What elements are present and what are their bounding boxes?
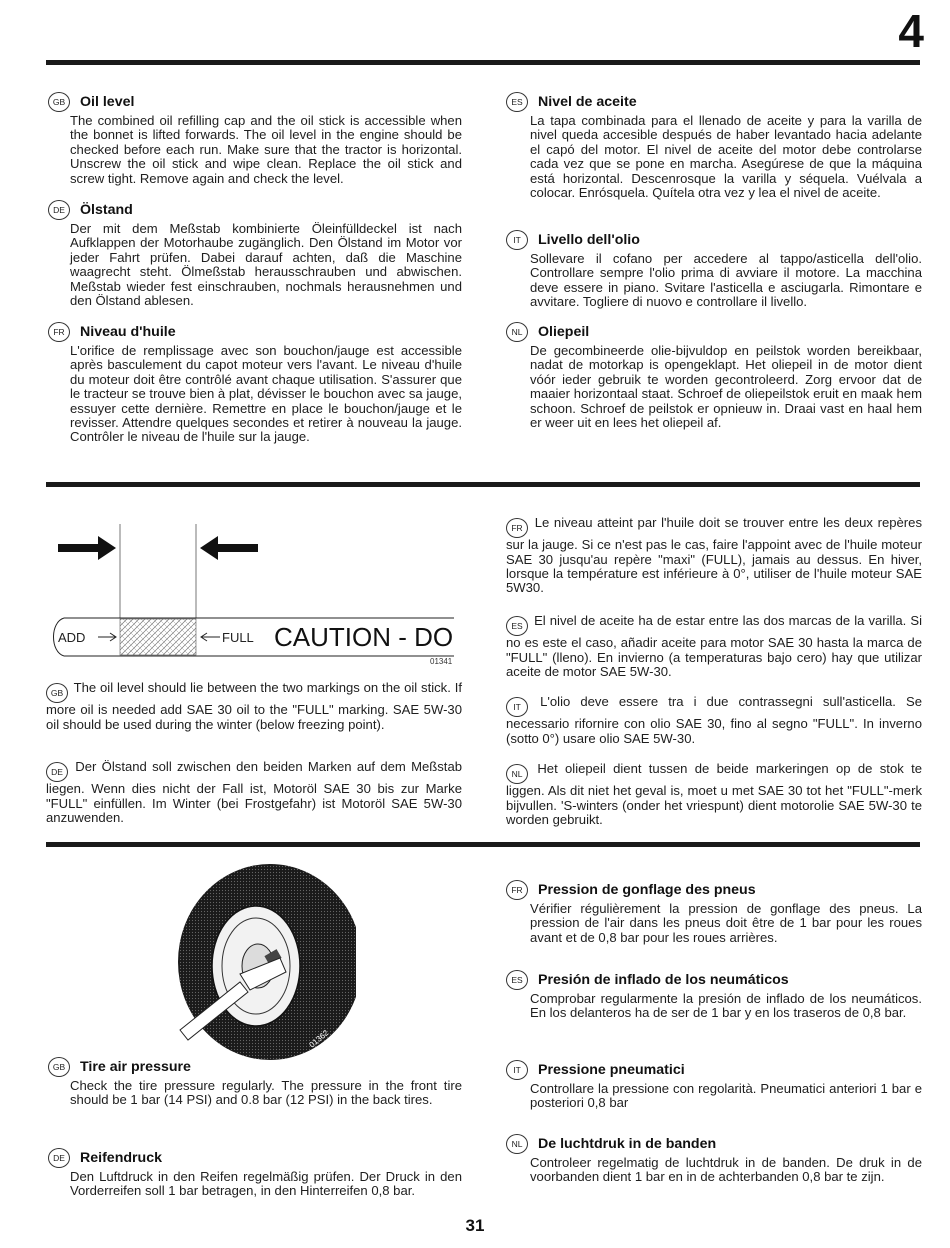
language-badge-it: IT xyxy=(506,230,528,250)
section-rule xyxy=(46,842,920,847)
section-rule xyxy=(46,482,920,487)
section-title: De luchtdruk in de banden xyxy=(538,1136,717,1152)
tire-fr xyxy=(506,880,922,945)
full-label: FULL xyxy=(222,630,254,645)
section-body: Sollevare il cofano per accedere al tappo/asticella dell'olio. Controllare sempre l'olio prima di avviare il motore. La macchina deve essere in piano. Svitare l'asticella e asciugarla. Rimontare e avvitare. Togliere di nuovo e controllare il livello. xyxy=(530,251,922,310)
section-title: Tire air pressure xyxy=(80,1059,191,1075)
marking-fr xyxy=(506,516,922,596)
language-badge-gb: GB xyxy=(48,1057,70,1077)
language-badge-gb: GB xyxy=(46,683,68,703)
section-body: Controleer regelmatig de luchtdruk in de banden. De druk in de voorbanden dient 1 bar en in de achterbanden 0,8 bar te zijn. xyxy=(530,1155,922,1185)
section-title: Ölstand xyxy=(80,202,133,218)
arrow-right-icon xyxy=(58,536,116,560)
figure-code: 01341 xyxy=(430,657,453,666)
header-rule xyxy=(46,60,920,65)
marking-text: The oil level should lie between the two markings on the oil stick. If more oil is needed add SAE 30 oil to the "FULL" marking. SAE 5W-30 oil should be used during the winter (below freezing point). xyxy=(46,680,462,732)
full-arrow-icon xyxy=(201,633,220,641)
section-body: Check the tire pressure regularly. The pressure in the front tire should be 1 bar (14 PSI) and 0.8 bar (12 PSI) in the back tires. xyxy=(70,1078,462,1108)
section-title: Oliepeil xyxy=(538,324,590,340)
tire-nl xyxy=(506,1134,922,1185)
language-badge-fr: FR xyxy=(48,322,70,342)
tire-it xyxy=(506,1060,922,1111)
marking-es xyxy=(506,614,922,679)
marking-nl xyxy=(506,762,922,827)
marking-text: Het oliepeil dient tussen de beide markeringen op de stok te liggen. Als dit niet het geval is, moet u met SAE 30 tot het "FULL"-merk bijvullen. 'S-winters (onder het vriespunt) dient motorolie SAE 5W-30 te worden gebruikt. xyxy=(506,761,923,828)
language-badge-es: ES xyxy=(506,616,528,636)
caution-label: CAUTION - DO xyxy=(274,622,454,652)
language-badge-de: DE xyxy=(48,200,70,220)
language-badge-nl: NL xyxy=(506,1134,528,1154)
section-body: Comprobar regularmente la presión de inflado de los neumáticos. En los delanteros ha de ser de 1 bar y en los traseros de 0,8 bar. xyxy=(530,991,922,1021)
safe-zone-hatch xyxy=(120,619,196,655)
language-badge-es: ES xyxy=(506,92,528,112)
marking-text: El nivel de aceite ha de estar entre las dos marcas de la varilla. Si no es este el caso, añadir aceite para motor SAE 30 hasta la marca de "FULL" (lleno). En invierno (a temperaturas bajo cero) hay que utilizar aceite de motor SAE 5W-30. xyxy=(506,613,922,680)
marking-de xyxy=(46,760,462,825)
add-label: ADD xyxy=(58,630,86,645)
language-badge-it: IT xyxy=(506,697,528,717)
add-arrow-icon xyxy=(98,633,116,641)
oil-level-es xyxy=(506,92,922,200)
marking-it xyxy=(506,695,922,746)
marking-text: L'olio deve essere tra i due contrassegni sull'asticella. Se necessario rifornire con olio SAE 30, fino al segno "FULL". In inverno (sotto 0°) usare olio SAE 5W-30. xyxy=(506,694,923,746)
oil-level-fr xyxy=(48,322,462,445)
section-body: Den Luftdruck in den Reifen regelmäßig prüfen. Der Druck in den Vorderreifen soll 1 bar betragen, in den Hinterreifen 0,8 bar. xyxy=(70,1169,462,1199)
section-title: Oil level xyxy=(80,94,135,110)
section-body: Controllare la pressione con regolarità. Pneumatici anteriori 1 bar e posteriori 0,8 bar xyxy=(530,1081,922,1111)
section-body: De gecombineerde olie-bijvuldop en peilstok worden bereikbaar, nadat de motorkap is opengeklapt. Het oliepeil in de motor dient vóór ieder gebruik te worden gecontroleerd. Zorg ervoor dat de maaier horizontaal staat. Schroef de oliepeilstok eruit en maak hem schoon. Schroef de peilstok er opnieuw in. Draai vast en haal hem er weer uit en lees het oliepeil af. xyxy=(530,343,922,431)
section-body: The combined oil refilling cap and the oil stick is accessible when the bonnet is lifted forwards. The oil level in the engine should be checked before each run. Make sure that the tractor is horizontal. Unscrew the oil stick and wipe clean. Replace the oil stick and screw tight. Remove again and check the level. xyxy=(70,113,462,186)
marking-text: Le niveau atteint par l'huile doit se trouver entre les deux repères sur la jauge. Si ce n'est pas le cas, faire l'appoint avec de l'huile moteur SAE 30 jusqu'au repère "maxi" (FULL), jamais au dessus. En hiver, lorsque la température est inférieure à 0°, utiliser de l'huile moteur SAE 5W30. xyxy=(506,515,922,596)
language-badge-es: ES xyxy=(506,970,528,990)
section-body: La tapa combinada para el llenado de aceite y para la varilla de nivel queda accesible después de haber levantado hacia adelante el capó del motor. El nivel de aceite del motor debe controlarse cada vez que se pone en marcha. Asegúrese de que la máquina está horizontal. Descenrosque la varilla y séquela. Vuélvala a colocar. Enrósquela. Quítela otra vez y lea el nivel de aceite. xyxy=(530,113,922,201)
language-badge-de: DE xyxy=(48,1148,70,1168)
section-title: Niveau d'huile xyxy=(80,324,176,340)
oil-level-de xyxy=(48,200,462,308)
language-badge-fr: FR xyxy=(506,518,528,538)
oil-level-nl xyxy=(506,322,922,430)
oil-level-gb xyxy=(48,92,462,186)
section-title: Reifendruck xyxy=(80,1150,162,1166)
figure-code: 01362 xyxy=(307,1028,331,1050)
dipstick-illustration xyxy=(44,522,464,672)
tire-es xyxy=(506,970,922,1021)
section-title: Presión de inflado de los neumáticos xyxy=(538,972,789,988)
section-title: Pressione pneumatici xyxy=(538,1062,685,1078)
language-badge-gb: GB xyxy=(48,92,70,112)
language-badge-nl: NL xyxy=(506,764,528,784)
section-body: Der mit dem Meßstab kombinierte Öleinfülldeckel ist nach Aufklappen der Motorhaube zugänglich. Den Ölstand im Motor vor jeder Fahrt prüfen. Dabei darauf achten, daß die Maschine waagrecht steht. Ölmeßstab herausschrauben und abwischen. Meßstab wieder fest einschrauben, nochmals herausnehmen und den Ölstand ablesen. xyxy=(70,221,462,309)
tire-illustration xyxy=(170,862,356,1062)
section-body: Vérifier régulièrement la pression de gonflage des pneus. La pression de l'air dans les pneus doit être de 1 bar pour les roues avant et de 0,8 bar pour les roues arrières. xyxy=(530,901,922,945)
oil-level-it xyxy=(506,230,922,310)
tire-gb xyxy=(48,1057,462,1108)
language-badge-de: DE xyxy=(46,762,68,782)
marking-text: Der Ölstand soll zwischen den beiden Marken auf dem Meßstab liegen. Wenn dies nicht der Fall ist, Motoröl SAE 30 bis zur Marke "FULL" einfüllen. Im Winter (bei Frostgefahr) ist Motoröl SAE 5W-30 anzuwenden. xyxy=(46,759,463,826)
arrow-left-icon xyxy=(200,536,258,560)
section-title: Livello dell'olio xyxy=(538,232,640,248)
tire-de xyxy=(48,1148,462,1199)
page-number: 31 xyxy=(465,1216,485,1235)
section-title: Pression de gonflage des pneus xyxy=(538,882,756,898)
language-badge-it: IT xyxy=(506,1060,528,1080)
language-badge-fr: FR xyxy=(506,880,528,900)
chapter-number: 4 xyxy=(898,5,924,57)
language-badge-nl: NL xyxy=(506,322,528,342)
section-body: L'orifice de remplissage avec son bouchon/jauge est accessible après basculement du capot moteur vers l'avant. Le niveau d'huile du moteur doit être contrôlé avant chaque utilisation. S'assurer que le tracteur se trouve bien à plat, dévisser le bouchon avec sa jauge, essuyer cette dernière. Remettre en place le bouchon/jauge et le revisser. Attendre quelques secondes et retirer à nouveau la jauge. Contrôler le niveau de l'huile sur la jauge. xyxy=(70,343,462,445)
section-title: Nivel de aceite xyxy=(538,94,637,110)
marking-gb xyxy=(46,681,462,732)
